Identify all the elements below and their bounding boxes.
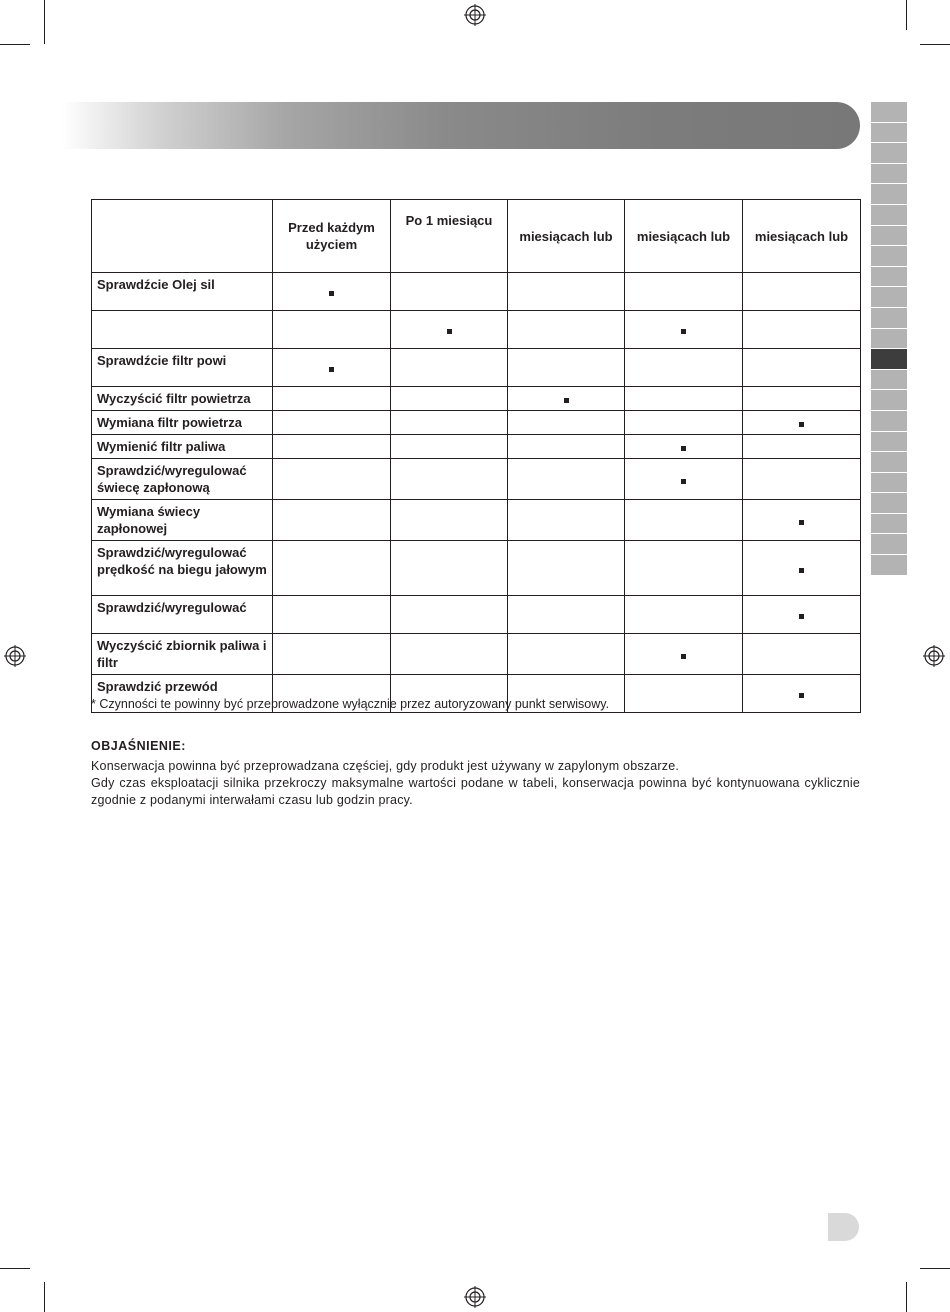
interval-cell (508, 435, 625, 459)
side-tabs (871, 102, 907, 576)
interval-cell (743, 634, 861, 675)
side-tab (871, 432, 907, 452)
check-square-icon (564, 398, 569, 403)
crop-mark (906, 1282, 907, 1312)
explanation-text (91, 758, 860, 809)
side-tab (871, 493, 907, 513)
check-square-icon (329, 367, 334, 372)
interval-cell (743, 541, 861, 596)
explanation-line: Konserwacja powinna być przeprowadzana częściej, gdy produkt jest używany w zapylonym obszarze. (91, 759, 680, 773)
table-row (92, 541, 861, 596)
explanation-line: Gdy czas eksploatacji silnika przekroczy maksymalne wartości podane w tabeli, konserwacja powinna być kontynuowana cyklicznie zgodnie z podanymi interwałami czasu lub godzin pracy. (91, 776, 860, 807)
task-label: Sprawdzić przewód (92, 675, 273, 713)
interval-cell (273, 435, 391, 459)
check-square-icon (681, 329, 686, 334)
interval-cell (391, 273, 508, 311)
side-tab (871, 390, 907, 410)
check-square-icon (681, 654, 686, 659)
side-tab (871, 123, 907, 143)
check-square-icon (799, 422, 804, 427)
check-square-icon (799, 568, 804, 573)
registration-mark-icon (4, 645, 26, 667)
explanation-title: OBJAŚNIENIE: (91, 739, 186, 753)
task-label: Sprawdzić/wyregulować (92, 596, 273, 634)
interval-cell (391, 349, 508, 387)
crop-mark (0, 1268, 30, 1269)
page-number-tab (828, 1213, 859, 1241)
task-label: Sprawdźcie filtr powi (92, 349, 273, 387)
interval-cell (743, 675, 861, 713)
interval-cell (508, 541, 625, 596)
interval-cell (391, 634, 508, 675)
interval-cell (273, 273, 391, 311)
side-tab (871, 452, 907, 472)
table-row (92, 349, 861, 387)
interval-cell (391, 435, 508, 459)
interval-cell (625, 596, 743, 634)
header-cell: Po 1 miesiącu (391, 200, 508, 273)
interval-cell (391, 459, 508, 500)
interval-cell (625, 459, 743, 500)
table-row (92, 311, 861, 349)
table-row (92, 273, 861, 311)
interval-cell (273, 541, 391, 596)
table-row (92, 411, 861, 435)
interval-cell (273, 349, 391, 387)
interval-cell (273, 500, 391, 541)
interval-cell (743, 596, 861, 634)
section-banner (62, 102, 860, 149)
interval-cell (625, 541, 743, 596)
interval-cell (625, 411, 743, 435)
interval-cell (743, 349, 861, 387)
header-cell (92, 200, 273, 273)
interval-cell (273, 459, 391, 500)
interval-cell (273, 596, 391, 634)
check-square-icon (681, 479, 686, 484)
check-square-icon (799, 693, 804, 698)
crop-mark (0, 44, 30, 45)
interval-cell (391, 311, 508, 349)
table-row (92, 387, 861, 411)
interval-cell (508, 273, 625, 311)
check-square-icon (681, 446, 686, 451)
interval-cell (625, 311, 743, 349)
table-row (92, 435, 861, 459)
table-row (92, 634, 861, 675)
crop-mark (44, 0, 45, 44)
registration-mark-icon (923, 645, 945, 667)
task-label: Sprawdzić/wyregulować świecę zapłonową (92, 459, 273, 500)
interval-cell (743, 411, 861, 435)
crop-mark (44, 1282, 45, 1312)
check-square-icon (799, 614, 804, 619)
header-cell: miesiącach lub (743, 200, 861, 273)
interval-cell (508, 349, 625, 387)
task-label (92, 311, 273, 349)
side-tab (871, 267, 907, 287)
side-tab (871, 246, 907, 266)
side-tab (871, 370, 907, 390)
check-square-icon (447, 329, 452, 334)
interval-cell (508, 596, 625, 634)
side-tab (871, 514, 907, 534)
interval-cell (273, 387, 391, 411)
side-tab (871, 534, 907, 554)
task-label: Wyczyścić zbiornik paliwa i filtr (92, 634, 273, 675)
interval-cell (625, 435, 743, 459)
interval-cell (743, 387, 861, 411)
side-tab (871, 473, 907, 493)
task-label: Wyczyścić filtr powietrza (92, 387, 273, 411)
interval-cell (273, 634, 391, 675)
interval-cell (625, 634, 743, 675)
side-tab (871, 308, 907, 328)
header-cell: miesiącach lub (508, 200, 625, 273)
interval-cell (625, 349, 743, 387)
task-label: Wymiana świecy zapłonowej (92, 500, 273, 541)
interval-cell (508, 634, 625, 675)
table-row (92, 459, 861, 500)
interval-cell (273, 311, 391, 349)
task-label: Wymienić filtr paliwa (92, 435, 273, 459)
task-label: Sprawdzić/wyregulować prędkość na biegu jałowym (92, 541, 273, 596)
interval-cell (391, 500, 508, 541)
interval-cell (743, 311, 861, 349)
interval-cell (625, 500, 743, 541)
interval-cell (391, 411, 508, 435)
interval-cell (508, 311, 625, 349)
table-header-row (92, 200, 861, 273)
task-label: Wymiana filtr powietrza (92, 411, 273, 435)
side-tab (871, 287, 907, 307)
crop-mark (920, 1268, 950, 1269)
interval-cell (508, 459, 625, 500)
side-tab (871, 164, 907, 184)
check-square-icon (329, 291, 334, 296)
maintenance-table (91, 199, 861, 713)
interval-cell (508, 387, 625, 411)
interval-cell (391, 596, 508, 634)
side-tab (871, 205, 907, 225)
side-tab (871, 102, 907, 122)
registration-mark-icon (464, 1286, 486, 1308)
crop-mark (920, 44, 950, 45)
interval-cell (273, 411, 391, 435)
interval-cell (625, 273, 743, 311)
interval-cell (508, 411, 625, 435)
side-tab (871, 329, 907, 349)
side-tab (871, 555, 907, 575)
interval-cell (743, 435, 861, 459)
header-cell: Przed każdym użyciem (273, 200, 391, 273)
interval-cell (391, 541, 508, 596)
side-tab (871, 184, 907, 204)
interval-cell (743, 500, 861, 541)
side-tab (871, 411, 907, 431)
side-tab (871, 143, 907, 163)
interval-cell (625, 387, 743, 411)
side-tab (871, 349, 907, 369)
table-row (92, 500, 861, 541)
task-label: Sprawdźcie Olej sil (92, 273, 273, 311)
interval-cell (391, 387, 508, 411)
crop-mark (906, 0, 907, 30)
interval-cell (743, 459, 861, 500)
header-cell: miesiącach lub (625, 200, 743, 273)
registration-mark-icon (464, 4, 486, 26)
interval-cell (625, 675, 743, 713)
side-tab (871, 226, 907, 246)
footnote: * Czynności te powinny być przeprowadzone wyłącznie przez autoryzowany punkt serwisowy. (91, 697, 610, 711)
interval-cell (743, 273, 861, 311)
interval-cell (508, 500, 625, 541)
table-row (92, 596, 861, 634)
check-square-icon (799, 520, 804, 525)
